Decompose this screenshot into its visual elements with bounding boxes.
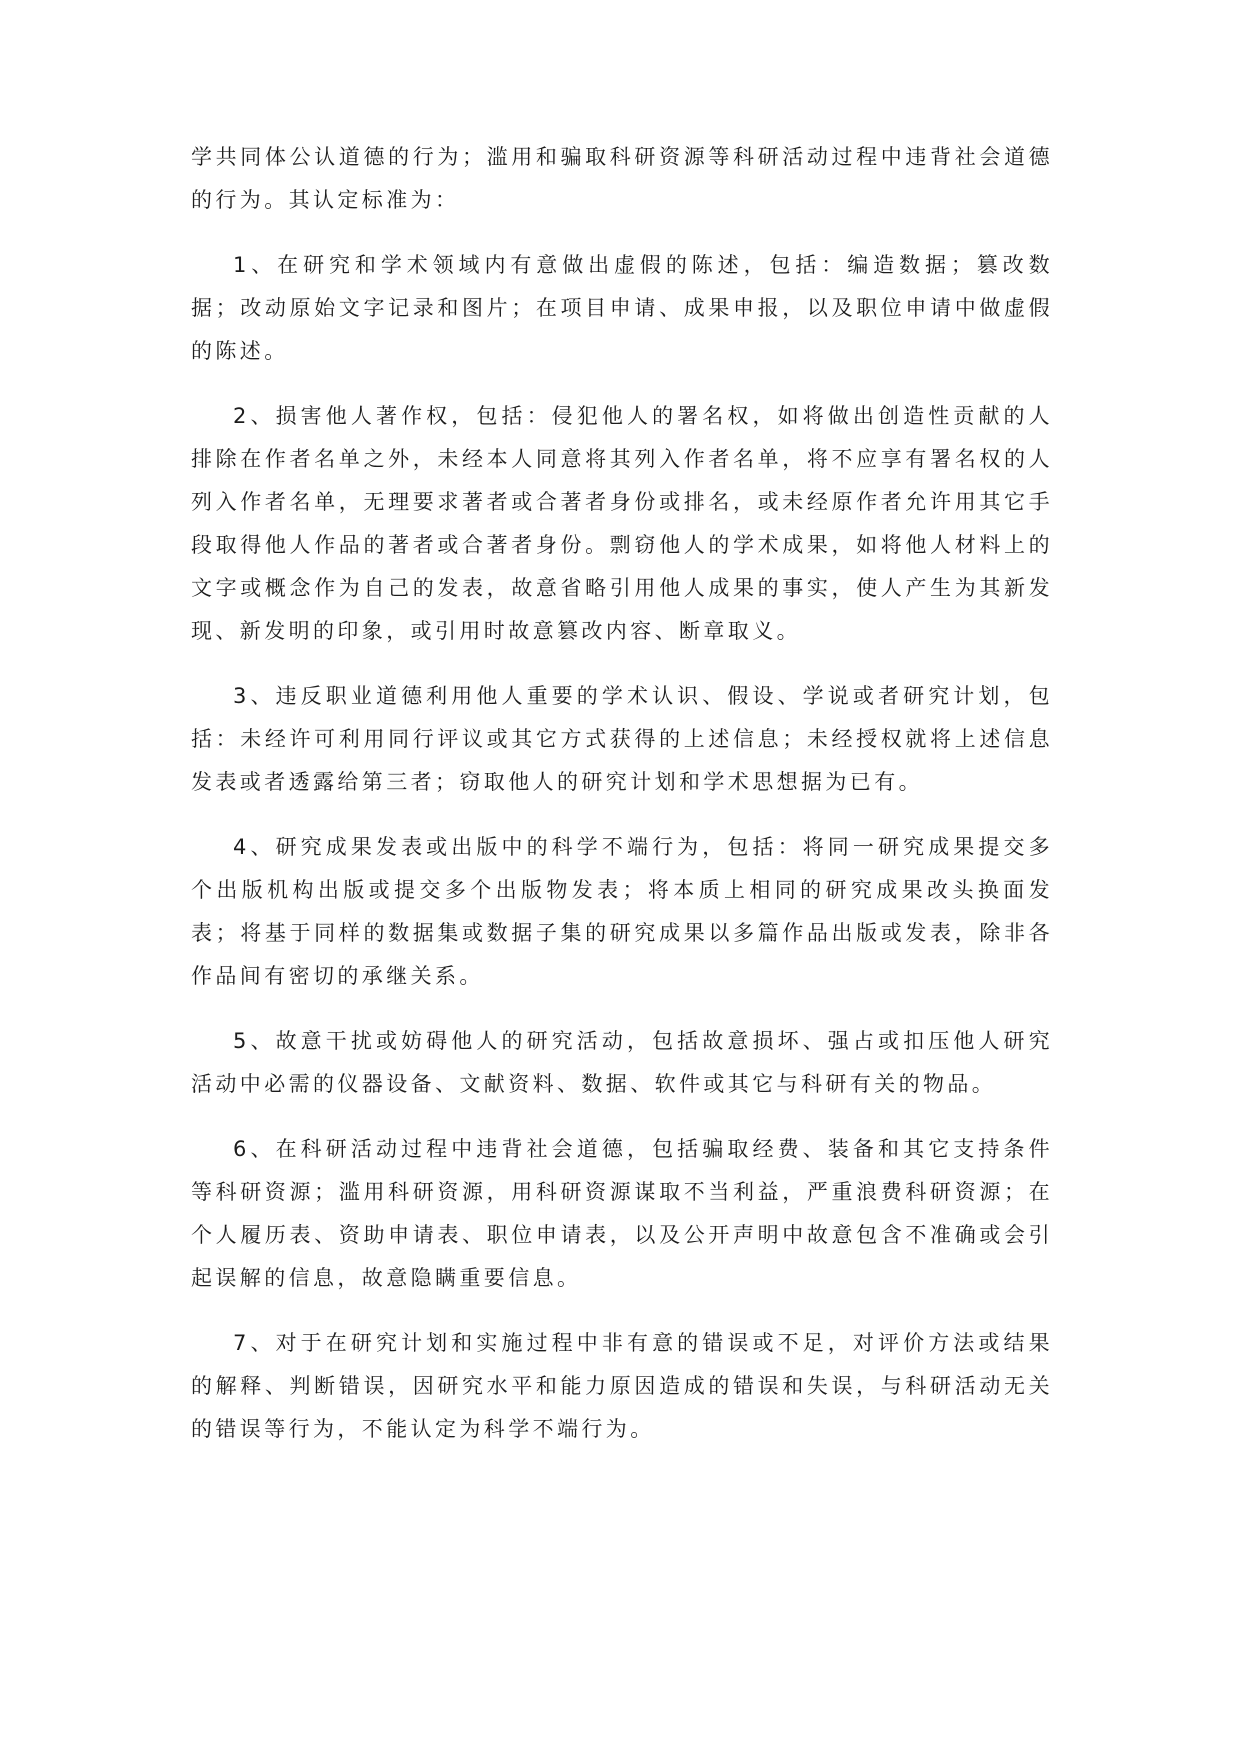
paragraph-item-1: 1、在研究和学术领域内有意做出虚假的陈述，包括：编造数据；篡改数据；改动原始文字记录和图片；在项目申请、成果申报，以及职位申请中做虚假的陈述。 [191,253,1053,363]
paragraph-item-4: 4、研究成果发表或出版中的科学不端行为，包括：将同一研究成果提交多个出版机构出版或提交多个出版物发表；将本质上相同的研究成果改头换面发表；将基于同样的数据集或数据子集的研究成果以多篇作品出版或发表，除非各作品间有密切的承继关系。 [191,835,1053,988]
paragraph-item-6: 6、在科研活动过程中违背社会道德，包括骗取经费、装备和其它支持条件等科研资源；滥用科研资源，用科研资源谋取不当利益，严重浪费科研资源；在个人履历表、资助申请表、职位申请表，以及公开声明中故意包含不准确或会引起误解的信息，故意隐瞒重要信息。 [191,1137,1053,1290]
paragraph-item-7: 7、对于在研究计划和实施过程中非有意的错误或不足，对评价方法或结果的解释、判断错误，因研究水平和能力原因造成的错误和失误，与科研活动无关的错误等行为，不能认定为科学不端行为。 [191,1331,1053,1441]
paragraph-continuation: 学共同体公认道德的行为；滥用和骗取科研资源等科研活动过程中违背社会道德的行为。其认定标准为： [191,145,1053,212]
paragraph-item-2: 2、损害他人著作权，包括：侵犯他人的署名权，如将做出创造性贡献的人排除在作者名单之外，未经本人同意将其列入作者名单，将不应享有署名权的人列入作者名单，无理要求著者或合著者身份或排名，或未经原作者允许用其它手段取得他人作品的著者或合著者身份。剽窃他人的学术成果，如将他人材料上的文字或概念作为自己的发表，故意省略引用他人成果的事实，使人产生为其新发现、新发明的印象，或引用时故意篡改内容、断章取义。 [191,404,1053,643]
document-body [191,136,1053,1473]
paragraph-item-3: 3、违反职业道德利用他人重要的学术认识、假设、学说或者研究计划，包括：未经许可利用同行评议或其它方式获得的上述信息；未经授权就将上述信息发表或者透露给第三者；窃取他人的研究计划和学术思想据为已有。 [191,684,1053,794]
paragraph-item-5: 5、故意干扰或妨碍他人的研究活动，包括故意损坏、强占或扣压他人研究活动中必需的仪器设备、文献资料、数据、软件或其它与科研有关的物品。 [191,1029,1053,1096]
